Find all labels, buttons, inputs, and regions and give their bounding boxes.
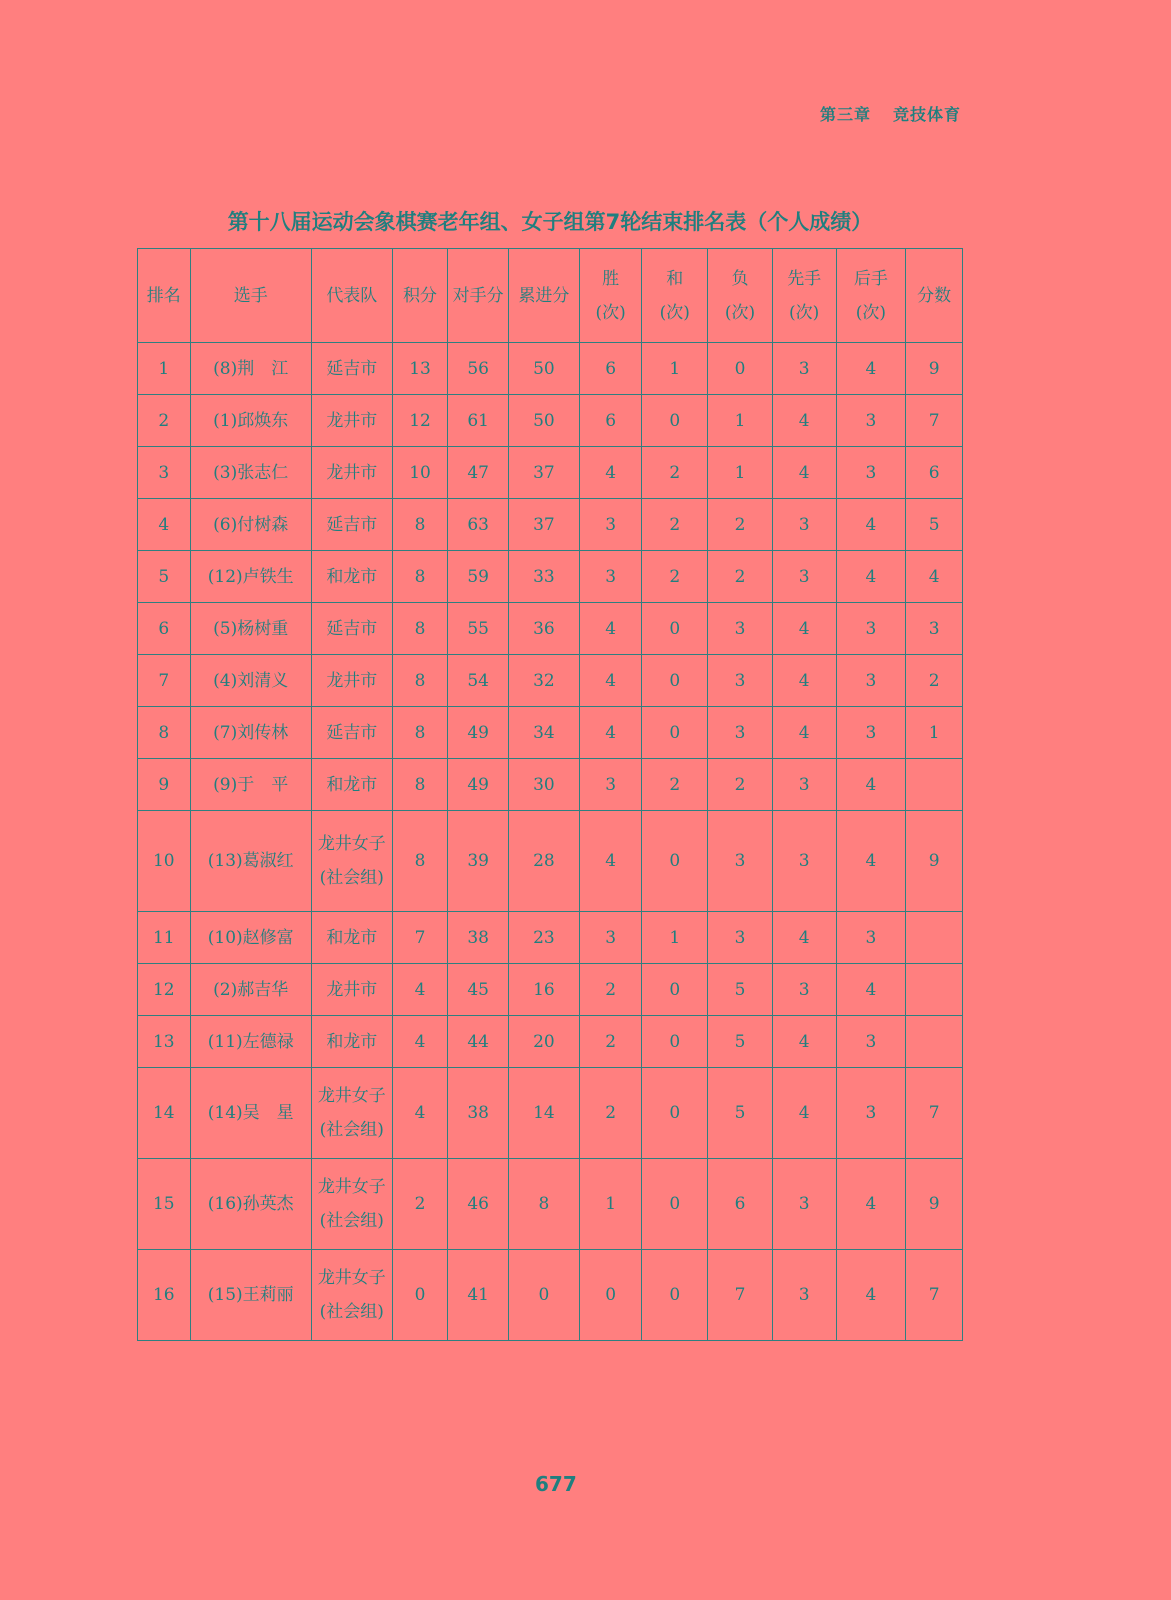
table-row xyxy=(138,912,963,964)
cell-rank: 13 xyxy=(138,1016,191,1068)
column-header-prog: 累进分 xyxy=(509,249,580,343)
cell-second: 4 xyxy=(836,1250,906,1341)
cell-team: 龙井女子 (社会组) xyxy=(311,1068,392,1159)
cell-second: 3 xyxy=(836,707,906,759)
cell-prog: 37 xyxy=(509,447,580,499)
column-header-player: 选手 xyxy=(190,249,311,343)
cell-loss: 3 xyxy=(708,707,773,759)
cell-win: 4 xyxy=(579,447,642,499)
cell-draw: 0 xyxy=(642,395,708,447)
cell-loss: 3 xyxy=(708,603,773,655)
cell-win: 3 xyxy=(579,912,642,964)
cell-points: 2 xyxy=(392,1159,448,1250)
cell-prog: 28 xyxy=(509,811,580,912)
cell-win: 4 xyxy=(579,603,642,655)
cell-first: 4 xyxy=(772,912,836,964)
cell-team: 和龙市 xyxy=(311,912,392,964)
cell-loss: 2 xyxy=(708,759,773,811)
cell-first: 4 xyxy=(772,655,836,707)
cell-team: 延吉市 xyxy=(311,707,392,759)
cell-score: 2 xyxy=(906,655,963,707)
cell-points: 8 xyxy=(392,655,448,707)
cell-draw: 1 xyxy=(642,912,708,964)
cell-player: (16)孙英杰 xyxy=(190,1159,311,1250)
cell-points: 8 xyxy=(392,759,448,811)
cell-opp: 56 xyxy=(448,343,509,395)
cell-win: 2 xyxy=(579,1016,642,1068)
column-header-points: 积分 xyxy=(392,249,448,343)
cell-prog: 34 xyxy=(509,707,580,759)
cell-loss: 6 xyxy=(708,1159,773,1250)
table-header-row xyxy=(138,249,963,343)
cell-second: 3 xyxy=(836,912,906,964)
cell-player: (4)刘清义 xyxy=(190,655,311,707)
cell-prog: 50 xyxy=(509,395,580,447)
running-header xyxy=(820,102,961,125)
cell-opp: 38 xyxy=(448,912,509,964)
cell-team: 龙井市 xyxy=(311,655,392,707)
cell-draw: 0 xyxy=(642,1250,708,1341)
cell-score: 7 xyxy=(906,1250,963,1341)
cell-player: (12)卢铁生 xyxy=(190,551,311,603)
cell-win: 4 xyxy=(579,707,642,759)
cell-first: 3 xyxy=(772,1159,836,1250)
cell-score: 9 xyxy=(906,343,963,395)
cell-loss: 1 xyxy=(708,395,773,447)
cell-score: 3 xyxy=(906,603,963,655)
cell-prog: 37 xyxy=(509,499,580,551)
cell-draw: 2 xyxy=(642,447,708,499)
cell-player: (1)邱焕东 xyxy=(190,395,311,447)
cell-prog: 32 xyxy=(509,655,580,707)
cell-team: 龙井市 xyxy=(311,395,392,447)
column-header-score: 分数 xyxy=(906,249,963,343)
cell-score xyxy=(906,1016,963,1068)
cell-rank: 6 xyxy=(138,603,191,655)
cell-prog: 36 xyxy=(509,603,580,655)
cell-points: 8 xyxy=(392,603,448,655)
cell-draw: 0 xyxy=(642,1068,708,1159)
table-row xyxy=(138,759,963,811)
cell-loss: 7 xyxy=(708,1250,773,1341)
cell-player: (13)葛淑红 xyxy=(190,811,311,912)
cell-score: 9 xyxy=(906,811,963,912)
cell-draw: 0 xyxy=(642,811,708,912)
cell-opp: 49 xyxy=(448,759,509,811)
cell-prog: 30 xyxy=(509,759,580,811)
cell-rank: 10 xyxy=(138,811,191,912)
table-row xyxy=(138,1250,963,1341)
cell-loss: 2 xyxy=(708,551,773,603)
cell-first: 4 xyxy=(772,603,836,655)
cell-loss: 0 xyxy=(708,343,773,395)
cell-points: 8 xyxy=(392,551,448,603)
table-row xyxy=(138,447,963,499)
cell-score: 5 xyxy=(906,499,963,551)
cell-player: (3)张志仁 xyxy=(190,447,311,499)
cell-points: 0 xyxy=(392,1250,448,1341)
cell-points: 8 xyxy=(392,707,448,759)
cell-second: 4 xyxy=(836,499,906,551)
table-row xyxy=(138,603,963,655)
page-number: 677 xyxy=(535,1472,577,1496)
cell-first: 3 xyxy=(772,811,836,912)
column-header-first: 先手 (次) xyxy=(772,249,836,343)
cell-score: 1 xyxy=(906,707,963,759)
cell-rank: 9 xyxy=(138,759,191,811)
cell-rank: 15 xyxy=(138,1159,191,1250)
table-row xyxy=(138,551,963,603)
cell-rank: 8 xyxy=(138,707,191,759)
cell-score: 6 xyxy=(906,447,963,499)
cell-points: 7 xyxy=(392,912,448,964)
cell-player: (9)于 平 xyxy=(190,759,311,811)
cell-second: 3 xyxy=(836,1016,906,1068)
cell-team: 和龙市 xyxy=(311,759,392,811)
cell-loss: 3 xyxy=(708,912,773,964)
cell-player: (15)王莉丽 xyxy=(190,1250,311,1341)
cell-rank: 7 xyxy=(138,655,191,707)
column-header-opp: 对手分 xyxy=(448,249,509,343)
table-row xyxy=(138,1016,963,1068)
cell-second: 4 xyxy=(836,1159,906,1250)
cell-draw: 0 xyxy=(642,707,708,759)
cell-opp: 59 xyxy=(448,551,509,603)
cell-draw: 2 xyxy=(642,551,708,603)
cell-opp: 47 xyxy=(448,447,509,499)
cell-points: 8 xyxy=(392,499,448,551)
cell-second: 3 xyxy=(836,655,906,707)
cell-draw: 0 xyxy=(642,655,708,707)
cell-points: 8 xyxy=(392,811,448,912)
cell-rank: 11 xyxy=(138,912,191,964)
cell-second: 4 xyxy=(836,811,906,912)
cell-draw: 0 xyxy=(642,964,708,1016)
cell-win: 3 xyxy=(579,499,642,551)
cell-win: 4 xyxy=(579,811,642,912)
cell-points: 12 xyxy=(392,395,448,447)
cell-team: 延吉市 xyxy=(311,343,392,395)
cell-team: 延吉市 xyxy=(311,603,392,655)
cell-loss: 1 xyxy=(708,447,773,499)
cell-second: 4 xyxy=(836,551,906,603)
cell-opp: 44 xyxy=(448,1016,509,1068)
table-row xyxy=(138,707,963,759)
cell-prog: 50 xyxy=(509,343,580,395)
table-row xyxy=(138,964,963,1016)
cell-first: 4 xyxy=(772,707,836,759)
cell-points: 10 xyxy=(392,447,448,499)
cell-prog: 0 xyxy=(509,1250,580,1341)
cell-win: 6 xyxy=(579,395,642,447)
cell-first: 3 xyxy=(772,759,836,811)
column-header-rank: 排名 xyxy=(138,249,191,343)
cell-prog: 16 xyxy=(509,964,580,1016)
cell-win: 0 xyxy=(579,1250,642,1341)
cell-first: 3 xyxy=(772,1250,836,1341)
cell-loss: 5 xyxy=(708,1068,773,1159)
cell-prog: 14 xyxy=(509,1068,580,1159)
cell-draw: 2 xyxy=(642,499,708,551)
cell-opp: 55 xyxy=(448,603,509,655)
cell-team: 和龙市 xyxy=(311,1016,392,1068)
cell-score: 9 xyxy=(906,1159,963,1250)
table-row xyxy=(138,395,963,447)
cell-player: (14)吴 星 xyxy=(190,1068,311,1159)
cell-player: (7)刘传林 xyxy=(190,707,311,759)
cell-points: 4 xyxy=(392,964,448,1016)
cell-prog: 20 xyxy=(509,1016,580,1068)
cell-first: 3 xyxy=(772,964,836,1016)
table-row xyxy=(138,1159,963,1250)
column-header-second: 后手 (次) xyxy=(836,249,906,343)
cell-second: 4 xyxy=(836,759,906,811)
cell-first: 4 xyxy=(772,1068,836,1159)
cell-player: (5)杨树重 xyxy=(190,603,311,655)
cell-draw: 0 xyxy=(642,1159,708,1250)
cell-win: 4 xyxy=(579,655,642,707)
table-title: 第十八届运动会象棋赛老年组、女子组第7轮结束排名表（个人成绩） xyxy=(227,210,873,234)
table-row xyxy=(138,655,963,707)
cell-score: 7 xyxy=(906,1068,963,1159)
cell-team: 龙井女子 (社会组) xyxy=(311,811,392,912)
cell-player: (11)左德禄 xyxy=(190,1016,311,1068)
column-header-team: 代表队 xyxy=(311,249,392,343)
cell-points: 4 xyxy=(392,1016,448,1068)
cell-draw: 2 xyxy=(642,759,708,811)
cell-win: 6 xyxy=(579,343,642,395)
table-row xyxy=(138,343,963,395)
cell-player: (10)赵修富 xyxy=(190,912,311,964)
cell-opp: 46 xyxy=(448,1159,509,1250)
cell-rank: 14 xyxy=(138,1068,191,1159)
cell-score xyxy=(906,912,963,964)
cell-loss: 5 xyxy=(708,964,773,1016)
cell-prog: 8 xyxy=(509,1159,580,1250)
cell-prog: 33 xyxy=(509,551,580,603)
cell-second: 4 xyxy=(836,964,906,1016)
cell-score: 4 xyxy=(906,551,963,603)
cell-opp: 61 xyxy=(448,395,509,447)
cell-rank: 3 xyxy=(138,447,191,499)
cell-team: 和龙市 xyxy=(311,551,392,603)
cell-score: 7 xyxy=(906,395,963,447)
column-header-draw: 和 (次) xyxy=(642,249,708,343)
cell-first: 3 xyxy=(772,499,836,551)
cell-second: 3 xyxy=(836,603,906,655)
cell-opp: 49 xyxy=(448,707,509,759)
cell-opp: 63 xyxy=(448,499,509,551)
cell-first: 3 xyxy=(772,551,836,603)
cell-team: 龙井市 xyxy=(311,964,392,1016)
cell-second: 3 xyxy=(836,1068,906,1159)
column-header-win: 胜 (次) xyxy=(579,249,642,343)
cell-team: 龙井市 xyxy=(311,447,392,499)
cell-win: 2 xyxy=(579,964,642,1016)
cell-points: 13 xyxy=(392,343,448,395)
cell-second: 4 xyxy=(836,343,906,395)
cell-opp: 38 xyxy=(448,1068,509,1159)
cell-rank: 1 xyxy=(138,343,191,395)
cell-first: 3 xyxy=(772,343,836,395)
cell-rank: 12 xyxy=(138,964,191,1016)
cell-second: 3 xyxy=(836,395,906,447)
cell-rank: 16 xyxy=(138,1250,191,1341)
cell-draw: 0 xyxy=(642,1016,708,1068)
cell-first: 4 xyxy=(772,395,836,447)
cell-opp: 41 xyxy=(448,1250,509,1341)
cell-win: 2 xyxy=(579,1068,642,1159)
cell-first: 4 xyxy=(772,1016,836,1068)
chapter-label: 第三章 xyxy=(820,105,872,124)
cell-rank: 4 xyxy=(138,499,191,551)
cell-second: 3 xyxy=(836,447,906,499)
cell-player: (8)荆 江 xyxy=(190,343,311,395)
cell-win: 1 xyxy=(579,1159,642,1250)
cell-player: (2)郝吉华 xyxy=(190,964,311,1016)
cell-prog: 23 xyxy=(509,912,580,964)
cell-score xyxy=(906,759,963,811)
column-header-loss: 负 (次) xyxy=(708,249,773,343)
table-row xyxy=(138,811,963,912)
cell-rank: 2 xyxy=(138,395,191,447)
cell-win: 3 xyxy=(579,759,642,811)
cell-opp: 54 xyxy=(448,655,509,707)
cell-team: 延吉市 xyxy=(311,499,392,551)
table-row xyxy=(138,499,963,551)
cell-draw: 0 xyxy=(642,603,708,655)
cell-team: 龙井女子 (社会组) xyxy=(311,1250,392,1341)
cell-draw: 1 xyxy=(642,343,708,395)
cell-opp: 39 xyxy=(448,811,509,912)
cell-first: 4 xyxy=(772,447,836,499)
cell-team: 龙井女子 (社会组) xyxy=(311,1159,392,1250)
cell-loss: 2 xyxy=(708,499,773,551)
table-body xyxy=(138,343,963,1341)
section-label: 竞技体育 xyxy=(893,105,962,124)
cell-loss: 3 xyxy=(708,811,773,912)
table-row xyxy=(138,1068,963,1159)
cell-rank: 5 xyxy=(138,551,191,603)
cell-score xyxy=(906,964,963,1016)
cell-loss: 5 xyxy=(708,1016,773,1068)
cell-win: 3 xyxy=(579,551,642,603)
ranking-table xyxy=(137,248,963,1341)
cell-loss: 3 xyxy=(708,655,773,707)
cell-opp: 45 xyxy=(448,964,509,1016)
cell-player: (6)付树森 xyxy=(190,499,311,551)
cell-points: 4 xyxy=(392,1068,448,1159)
